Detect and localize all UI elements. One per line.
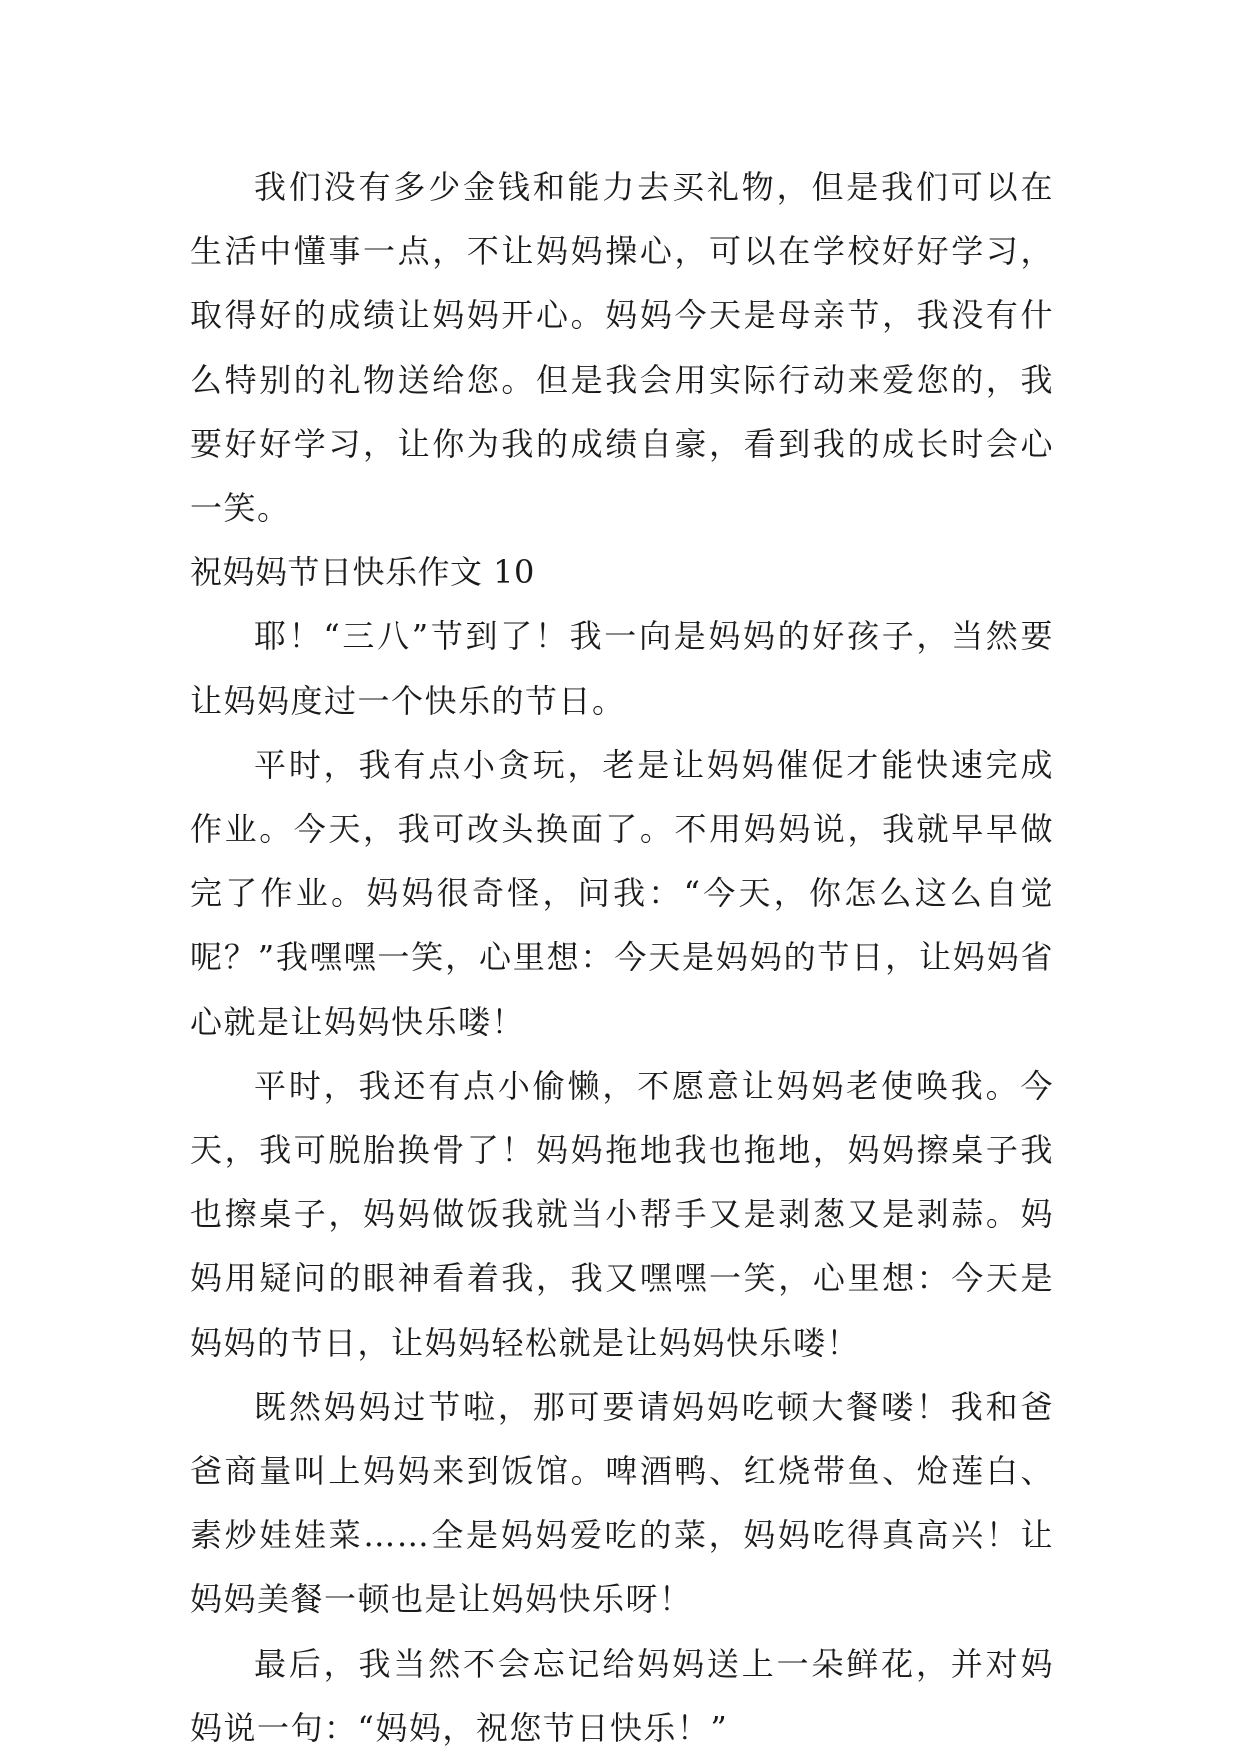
paragraph: 耶！“三八”节到了！我一向是妈妈的好孩子，当然要让妈妈度过一个快乐的节日。 <box>190 617 1054 720</box>
paragraph: 我们没有多少金钱和能力去买礼物，但是我们可以在生活中懂事一点，不让妈妈操心，可以在学校好好学习，取得好的成绩让妈妈开心。妈妈今天是母亲节，我没有什么特别的礼物送给您。但是我会用实际行动来爱您的，我要好好学习，让你为我的成绩自豪，看到我的成长时会心一笑。 <box>190 168 1054 528</box>
essay-title: 祝妈妈节日快乐作文 10 <box>190 553 535 592</box>
paragraph: 既然妈妈过节啦，那可要请妈妈吃顿大餐喽！我和爸爸商量叫上妈妈来到饭馆。啤酒鸭、红烧带鱼、炝莲白、素炒娃娃菜……全是妈妈爱吃的菜，妈妈吃得真高兴！让妈妈美餐一顿也是让妈妈快乐呀！ <box>190 1387 1054 1619</box>
paragraph: 平时，我有点小贪玩，老是让妈妈催促才能快速完成作业。今天，我可改头换面了。不用妈妈说，我就早早做完了作业。妈妈很奇怪，问我：“今天，你怎么这么自觉呢？”我嘿嘿一笑，心里想：今天是妈妈的节日，让妈妈省心就是让妈妈快乐喽！ <box>190 745 1054 1041</box>
document-body <box>190 155 1054 1760</box>
paragraph: 最后，我当然不会忘记给妈妈送上一朵鲜花，并对妈妈说一句：“妈妈，祝您节日快乐！” <box>190 1644 1054 1747</box>
paragraph: 平时，我还有点小偷懒，不愿意让妈妈老使唤我。今天，我可脱胎换骨了！妈妈拖地我也拖地，妈妈擦桌子我也擦桌子，妈妈做饭我就当小帮手又是剥葱又是剥蒜。妈妈用疑问的眼神看着我，我又嘿嘿一笑，心里想：今天是妈妈的节日，让妈妈轻松就是让妈妈快乐喽！ <box>190 1066 1054 1362</box>
